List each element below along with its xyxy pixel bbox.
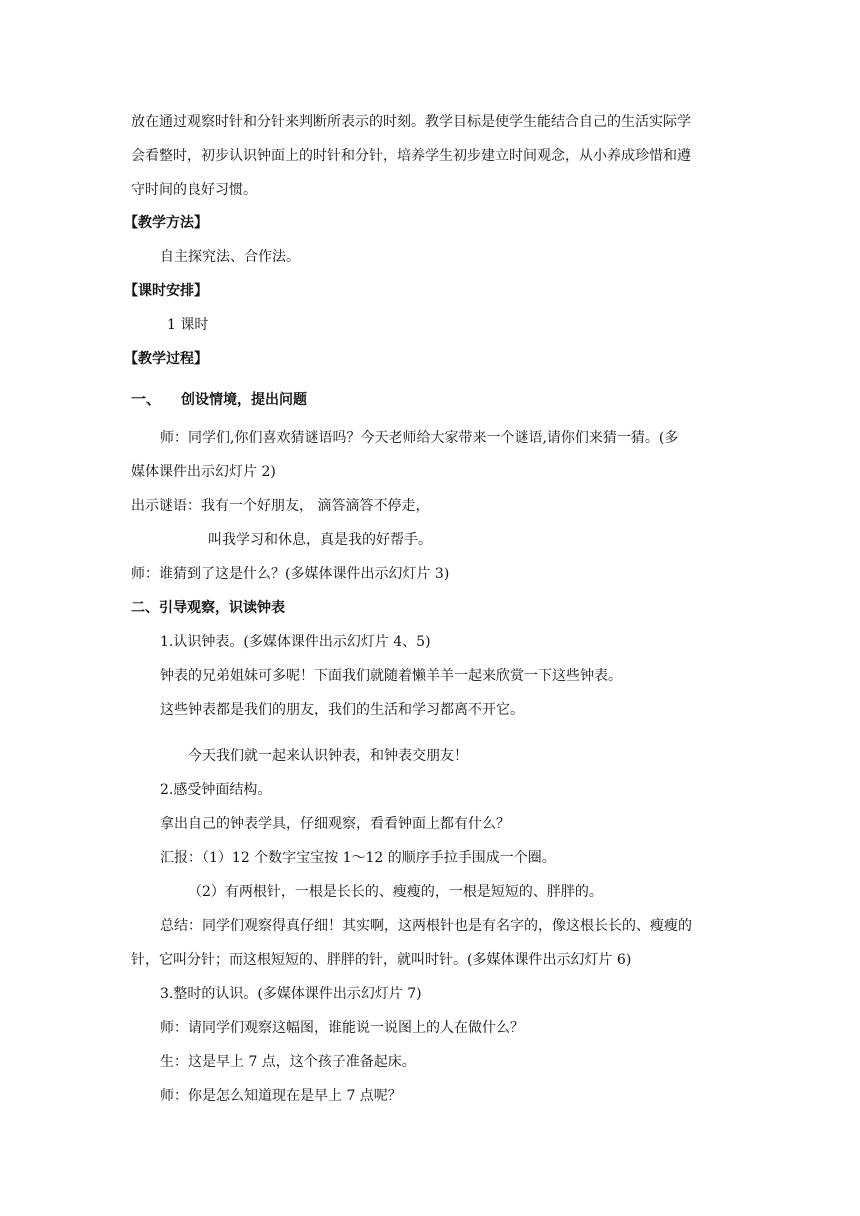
- methods-heading: 【教学方法】: [124, 215, 208, 231]
- riddle-line-1: 出示谜语：我有一个好朋友， 滴答滴答不停走，: [131, 498, 430, 514]
- section2-heading: 二、引导观察，识读钟表: [131, 600, 285, 616]
- section2-item-3-paragraph-1: 师：请同学们观察这幅图，谁能说一说图上的人在做什么？: [160, 1020, 524, 1036]
- section2-report-1: 汇报：（1）12 个数字宝宝按 1～12 的顺序手拉手围成一个圈。: [160, 850, 556, 866]
- section2-summary-line-1: 总结：同学们观察得真仔细！其实啊，这两根针也是有名字的，像这根长长的、瘦瘦的: [160, 918, 692, 934]
- section2-item-1-paragraph-1: 钟表的兄弟姐妹可多呢！下面我们就随着懒羊羊一起来欣赏一下这些钟表。: [160, 668, 622, 684]
- process-heading: 【教学过程】: [124, 351, 208, 367]
- section2-item-3: 3.整时的认识。(多媒体课件出示幻灯片 7): [160, 986, 422, 1002]
- section1-paragraph-line-2: 媒体课件出示幻灯片 2): [131, 464, 276, 480]
- section2-item-1-paragraph-2: 这些钟表都是我们的朋友，我们的生活和学习都离不开它。: [160, 702, 524, 718]
- section1-number: 一、: [131, 390, 162, 408]
- section2-item-2-paragraph-1: 拿出自己的钟表学具，仔细观察，看看钟面上都有什么？: [160, 816, 510, 832]
- section2-summary-line-2: 针，它叫分针；而这根短短的、胖胖的针，就叫时针。(多媒体课件出示幻灯片 6): [131, 952, 632, 968]
- intro-line-3: 守时间的良好习惯。: [131, 182, 257, 198]
- intro-line-2: 会看整时，初步认识钟面上的时针和分针，培养学生初步建立时间观念，从小养成珍惜和遵: [131, 148, 691, 164]
- section2-item-3-paragraph-2: 生：这是早上 7 点，这个孩子准备起床。: [160, 1054, 416, 1070]
- section1-paragraph-line-1: 师：同学们,你们喜欢猜谜语吗？今天老师给大家带来一个谜语,请你们来猜一猜。(多: [160, 430, 679, 446]
- section2-item-3-paragraph-3: 师：你是怎么知道现在是早上 7 点呢？: [160, 1088, 402, 1104]
- schedule-heading: 【课时安排】: [124, 283, 208, 299]
- section2-item-1-paragraph-3: 今天我们就一起来认识钟表，和钟表交朋友！: [188, 748, 468, 764]
- riddle-line-2: 叫我学习和休息，真是我的好帮手。: [208, 532, 432, 548]
- section2-report-2: （2）有两根针，一根是长长的、瘦瘦的，一根是短短的、胖胖的。: [188, 884, 603, 900]
- section1-question: 师：谁猜到了这是什么？(多媒体课件出示幻灯片 3): [131, 566, 450, 582]
- schedule-body: 1 课时: [167, 317, 209, 333]
- section2-item-1: 1.认识钟表。(多媒体课件出示幻灯片 4、5): [160, 634, 431, 650]
- section2-item-2: 2.感受钟面结构。: [160, 782, 272, 798]
- intro-line-1: 放在通过观察时针和分针来判断所表示的时刻。教学目标是使学生能结合自己的生活实际学: [131, 114, 691, 130]
- methods-body: 自主探究法、合作法。: [160, 249, 300, 265]
- section1-title: 创设情境，提出问题: [181, 392, 307, 408]
